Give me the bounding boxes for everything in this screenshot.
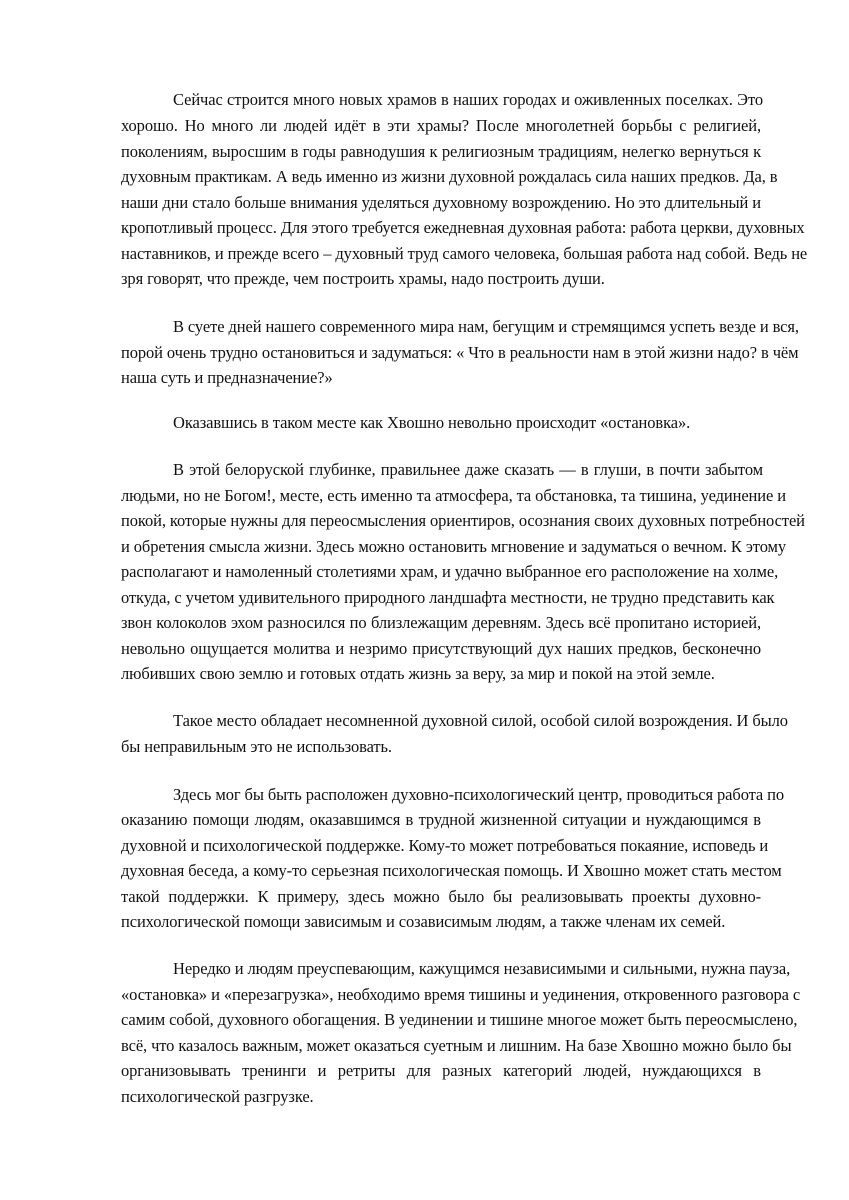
paragraph-line: Нередко и людям преуспевающим, кажущимся независимыми и сильными, нужна пауза, <box>173 959 791 978</box>
paragraph-line: любивших свою землю и готовых отдать жизнь за веру, за мир и покой на этой земле. <box>121 664 715 683</box>
paragraph-line: невольно ощущается молитва и незримо присутствующий дух наших предков, бесконечно <box>121 639 761 658</box>
paragraph-line: В этой белоруской глубинке, правильнее даже сказать — в глуши, в почти забытом <box>173 460 763 479</box>
paragraph-line: такой поддержки. К примеру, здесь можно было бы реализовывать проекты духовно- <box>121 887 761 906</box>
paragraph-line: наставников, и прежде всего – духовный труд самого человека, большая работа над собой. Ведь не <box>121 244 808 263</box>
paragraph-line: хорошо. Но много ли людей идёт в эти храмы? После многолетней борьбы с религией, <box>121 116 761 135</box>
paragraph-line: самим собой, духовного обогащения. В уединении и тишине многое может быть переосмыслено, <box>121 1010 798 1029</box>
paragraph-line: располагают и намоленный столетиями храм, и удачно выбранное его расположение на холме, <box>121 562 779 581</box>
paragraph-line: психологической помощи зависимым и созависимым людям, а также членам их семей. <box>121 912 726 931</box>
paragraph-line: людьми, но не Богом!, месте, есть именно та атмосфера, та обстановка, та тишина, уединение и <box>121 486 786 505</box>
paragraph-line: «остановка» и «перезагрузка», необходимо время тишины и уединения, откровенного разговора с <box>121 985 801 1004</box>
paragraph-line: оказанию помощи людям, оказавшимся в трудной жизненной ситуации и нуждающимся в <box>121 810 761 829</box>
paragraph-line: бы неправильным это не использовать. <box>121 737 392 756</box>
paragraph-line: наши дни стало больше внимания уделяться духовному возрождению. Но это длительный и <box>121 193 761 212</box>
paragraph-line: Такое место обладает несомненной духовной силой, особой силой возрождения. И было <box>173 711 788 730</box>
paragraph-line: поколениям, выросшим в годы равнодушия к религиозным традициям, нелегко вернуться к <box>121 142 761 161</box>
paragraph-line: организовывать тренинги и ретриты для разных категорий людей, нуждающихся в <box>121 1061 761 1080</box>
paragraph-line: откуда, с учетом удивительного природного ландшафта местности, не трудно представить как <box>121 588 775 607</box>
paragraph-line: психологической разгрузке. <box>121 1087 314 1106</box>
paragraph-line: зря говорят, что прежде, чем построить храмы, надо построить души. <box>121 269 605 288</box>
paragraph-line: звон колоколов эхом разносился по близлежащим деревням. Здесь всё пропитано историей, <box>121 613 761 632</box>
paragraph-line: кропотливый процесс. Для этого требуется ежедневная духовная работа: работа церкви, духовных <box>121 218 805 237</box>
paragraph-line: духовная беседа, а кому-то серьезная психологическая помощь. И Хвошно может стать местом <box>121 861 782 880</box>
paragraph-line: порой очень трудно остановиться и задуматься: « Что в реальности нам в этой жизни надо? в чём <box>121 343 799 362</box>
paragraph-line: В суете дней нашего современного мира нам, бегущим и стремящимся успеть везде и вся, <box>173 317 799 336</box>
paragraph-line: всё, что казалось важным, может оказаться суетным и лишним. На базе Хвошно можно было бы <box>121 1036 792 1055</box>
paragraph-line: покой, которые нужны для переосмысления ориентиров, осознания своих духовных потребностей <box>121 511 805 530</box>
paragraph-line: Здесь мог бы быть расположен духовно-психологический центр, проводиться работа по <box>173 785 785 804</box>
paragraph-line: Оказавшись в таком месте как Хвошно невольно происходит «остановка». <box>173 413 691 432</box>
paragraph-line: духовным практикам. А ведь именно из жизни духовной рождалась сила наших предков. Да, в <box>121 167 778 186</box>
paragraph-line: духовной и психологической поддержке. Кому-то может потребоваться покаяние, исповедь и <box>121 836 769 855</box>
paragraph-line: наша суть и предназначение?» <box>121 368 333 387</box>
paragraph-line: и обретения смысла жизни. Здесь можно остановить мгновение и задуматься о вечном. К этому <box>121 537 787 556</box>
paragraph-line: Сейчас строится много новых храмов в наших городах и оживленных поселках. Это <box>173 90 763 109</box>
